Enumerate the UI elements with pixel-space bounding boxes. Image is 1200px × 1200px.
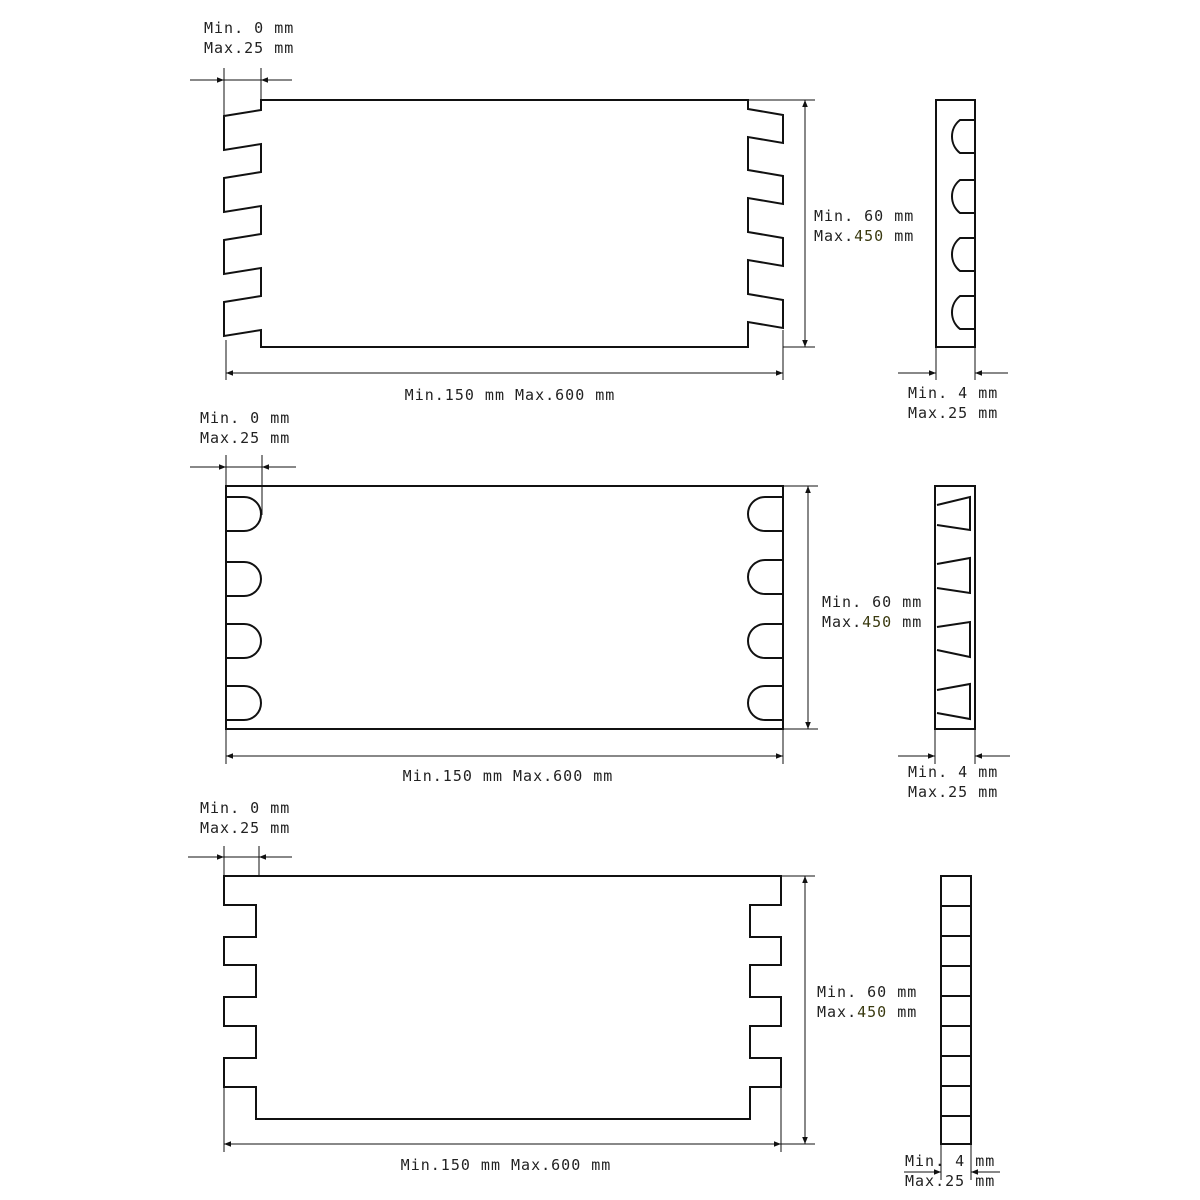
- panel-1-thickness-min: Min. 4 mm: [908, 384, 999, 402]
- panel-1-front-outline: [224, 100, 783, 347]
- panel-3-height-min: Min. 60 mm: [817, 983, 918, 1001]
- panel-1-side-view: [936, 100, 975, 347]
- panel-1-height-max: Max.450 mm: [814, 227, 915, 245]
- panel-1-depth-label: [204, 18, 294, 58]
- panel-1-length-label: Min.150 mm Max.600 mm: [404, 386, 616, 404]
- panel-2-depth-label: [200, 408, 290, 448]
- panel-2-thickness-max: Max.25 mm: [908, 783, 999, 801]
- panel-1-depth-max: Max.25 mm: [204, 39, 295, 57]
- panel-2-front-outline: [226, 486, 783, 729]
- panel-3-depth-max: Max.25 mm: [200, 819, 291, 837]
- panel-3-depth-label: [200, 798, 290, 838]
- panel-2-thickness-label: [908, 762, 998, 802]
- panel-3-thickness-max: Max.25 mm: [905, 1172, 996, 1190]
- panel-1-thickness-label: [908, 383, 998, 423]
- panel-1-depth-min: Min. 0 mm: [204, 19, 295, 37]
- panel-1-height-label: [814, 206, 914, 246]
- panel-1-thickness-max: Max.25 mm: [908, 404, 999, 422]
- panel-3-length-label: Min.150 mm Max.600 mm: [400, 1156, 612, 1174]
- panel-3-depth-min: Min. 0 mm: [200, 799, 291, 817]
- panel-2-depth-max: Max.25 mm: [200, 429, 291, 447]
- panel-2-height-min: Min. 60 mm: [822, 593, 923, 611]
- panel-3-height-max: Max.450 mm: [817, 1003, 918, 1021]
- panel-1-height-min: Min. 60 mm: [814, 207, 915, 225]
- panel-2-height-label: [822, 592, 922, 632]
- panel-3-front-outline: [224, 876, 781, 1119]
- panel-3-thickness-min: Min. 4 mm: [905, 1152, 996, 1170]
- panel-3-height-label: [817, 982, 917, 1022]
- panel-2-depth-min: Min. 0 mm: [200, 409, 291, 427]
- panel-3-thickness-label: [905, 1151, 995, 1191]
- panel-2-height-max: Max.450 mm: [822, 613, 923, 631]
- panel-2-thickness-min: Min. 4 mm: [908, 763, 999, 781]
- panel-3-side-view: [941, 876, 971, 1144]
- panel-2-length-label: Min.150 mm Max.600 mm: [402, 767, 614, 785]
